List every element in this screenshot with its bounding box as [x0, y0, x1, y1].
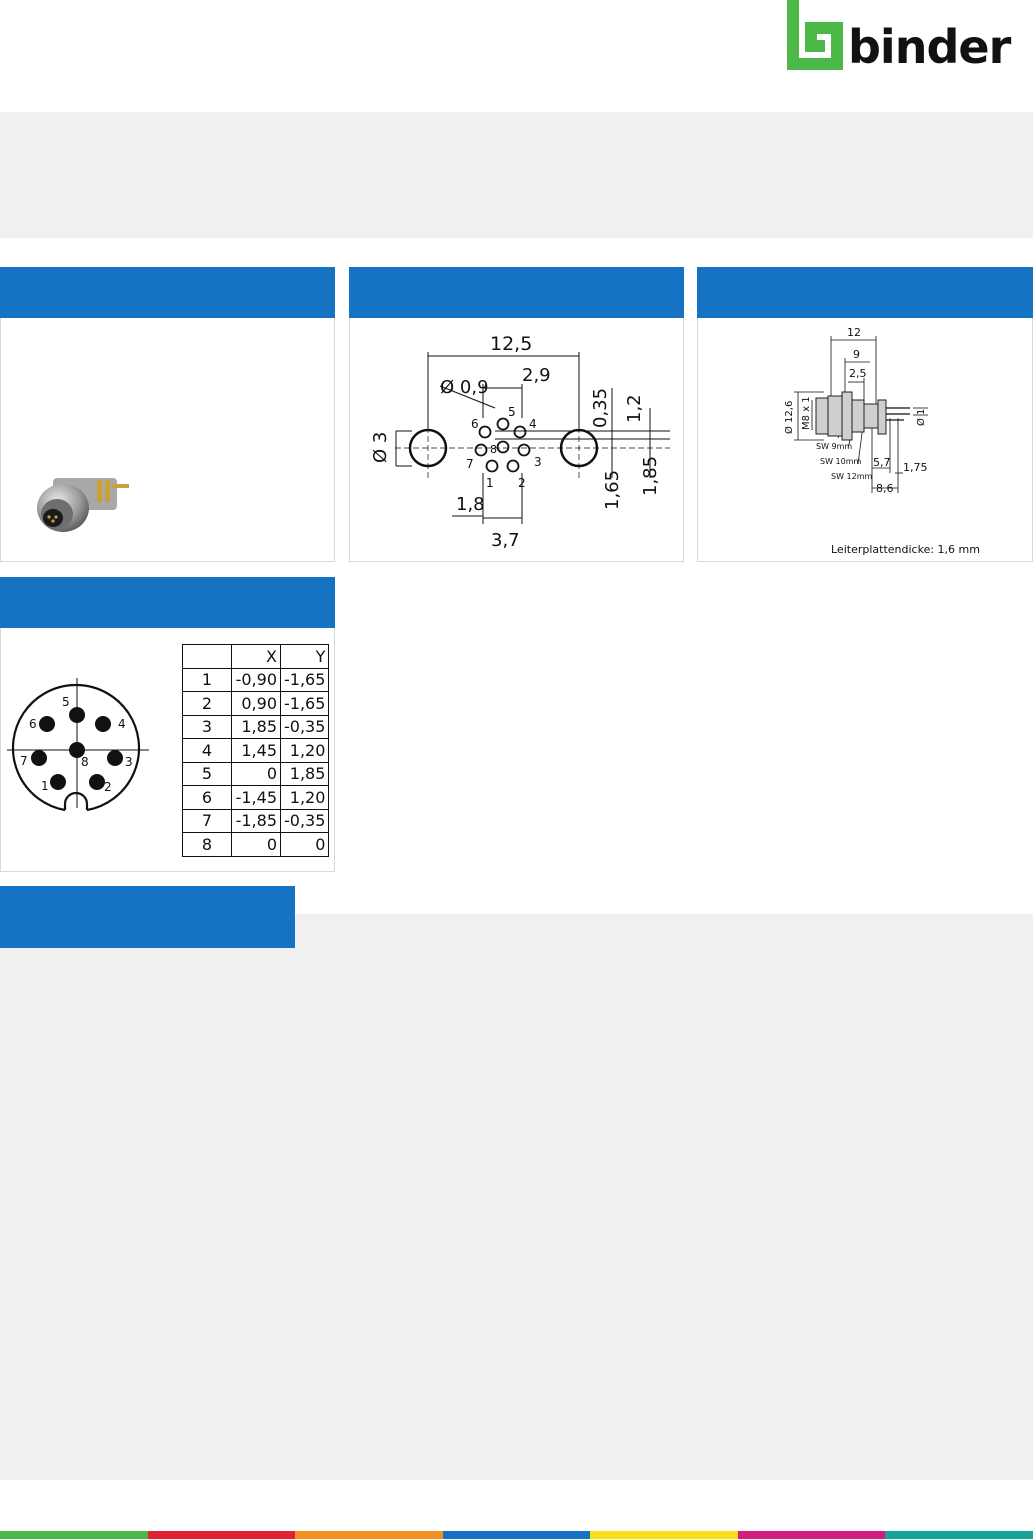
pin-layout-panel: [0, 577, 335, 872]
column-header-x: X: [232, 645, 281, 669]
dim-offset-b: 1,2: [624, 394, 645, 423]
table-row: [183, 762, 329, 786]
color-bar-segment: [885, 1531, 1033, 1539]
pin-label: 1: [486, 476, 494, 490]
x-value-cell: 1,45: [232, 739, 281, 763]
pin-coordinates-table: [182, 644, 329, 857]
dim-hole: Ø 0,9: [440, 377, 489, 398]
pin-label: 7: [20, 754, 28, 768]
dim-left: 1,8: [456, 494, 485, 515]
x-value-cell: 1,85: [232, 715, 281, 739]
dimension-drawing-panel: [697, 267, 1033, 562]
dim-d1: Ø 1: [916, 408, 927, 426]
pin-label: 2: [518, 476, 526, 490]
color-bar-segment: [148, 1531, 296, 1539]
dim-8-6: 8,6: [876, 482, 894, 495]
sw9-label: SW 9mm: [816, 442, 853, 451]
pcb-layout-drawing: [350, 268, 685, 563]
pin-label: 8: [490, 443, 497, 456]
dim-overall: 12,5: [490, 333, 533, 355]
header-band: [0, 112, 1033, 238]
table-row: [183, 739, 329, 763]
pin-label: 5: [508, 405, 516, 419]
table-header-row: [183, 645, 329, 669]
table-row: [183, 786, 329, 810]
color-bar-segment: [0, 1531, 148, 1539]
pin-number-cell: 4: [183, 739, 232, 763]
color-bar-segment: [443, 1531, 591, 1539]
pin-label: 3: [534, 455, 542, 469]
pin-label: 7: [466, 457, 474, 471]
pin-label: 4: [529, 417, 537, 431]
pin-number-cell: 6: [183, 786, 232, 810]
pin-label: 4: [118, 717, 126, 731]
pin-number-cell: 5: [183, 762, 232, 786]
dim-thread: M8 x 1: [801, 396, 812, 430]
y-value-cell: 1,85: [281, 762, 329, 786]
color-bar-segment: [738, 1531, 886, 1539]
connector-photo-icon: [1, 268, 336, 563]
x-value-cell: 0: [232, 762, 281, 786]
dim-diameter: Ø 12,6: [784, 400, 795, 434]
dim-offset-a: 0,35: [590, 387, 611, 428]
dim-mount: Ø 3: [370, 431, 391, 463]
pin-number-cell: 1: [183, 668, 232, 692]
x-value-cell: -1,85: [232, 809, 281, 833]
x-value-cell: -0,90: [232, 668, 281, 692]
dim-5-7: 5,7: [873, 456, 891, 469]
pin-label: 5: [62, 695, 70, 709]
pin-number-cell: 8: [183, 833, 232, 857]
table-row: [183, 692, 329, 716]
product-photo-panel: [0, 267, 335, 562]
dim-vert-b: 1,85: [640, 455, 661, 496]
sw12-label: SW 12mm: [831, 472, 873, 481]
y-value-cell: 0: [281, 833, 329, 857]
table-row: [183, 668, 329, 692]
column-header: [183, 645, 232, 669]
footer-color-bar: [0, 1531, 1033, 1539]
y-value-cell: -0,35: [281, 809, 329, 833]
dim-2-5: 2,5: [849, 367, 867, 380]
pin-number-cell: 2: [183, 692, 232, 716]
pin-label: 1: [41, 779, 49, 793]
pcb-thickness-label: Leiterplattendicke: 1,6 mm: [831, 543, 980, 556]
x-value-cell: 0: [232, 833, 281, 857]
brand-name: binder: [848, 20, 1011, 74]
section-tab: [0, 886, 295, 948]
color-bar-segment: [295, 1531, 443, 1539]
x-value-cell: -1,45: [232, 786, 281, 810]
pin-number-cell: 7: [183, 809, 232, 833]
dim-bottom: 3,7: [491, 530, 520, 551]
y-value-cell: 1,20: [281, 786, 329, 810]
dim-pitch: 2,9: [522, 365, 551, 386]
table-row: [183, 809, 329, 833]
lower-band: [0, 914, 1033, 1480]
dim-12: 12: [847, 326, 861, 339]
dim-9: 9: [853, 348, 860, 361]
sw10-label: SW 10mm: [820, 457, 862, 466]
x-value-cell: 0,90: [232, 692, 281, 716]
dimension-drawing: [698, 268, 1033, 563]
pcb-layout-panel: [349, 267, 684, 562]
pin-face-drawing: [1, 578, 171, 873]
y-value-cell: -1,65: [281, 692, 329, 716]
dim-1-75: 1,75: [903, 461, 928, 474]
pin-number-cell: 3: [183, 715, 232, 739]
table-row: [183, 715, 329, 739]
table-row: [183, 833, 329, 857]
y-value-cell: -1,65: [281, 668, 329, 692]
dim-vert-a: 1,65: [602, 469, 623, 510]
pin-label: 2: [104, 780, 112, 794]
pin-label: 3: [125, 755, 133, 769]
y-value-cell: -0,35: [281, 715, 329, 739]
pin-label: 6: [29, 717, 37, 731]
pin-label: 6: [471, 417, 479, 431]
pin-label: 8: [81, 755, 89, 769]
y-value-cell: 1,20: [281, 739, 329, 763]
color-bar-segment: [590, 1531, 738, 1539]
column-header-y: Y: [281, 645, 329, 669]
